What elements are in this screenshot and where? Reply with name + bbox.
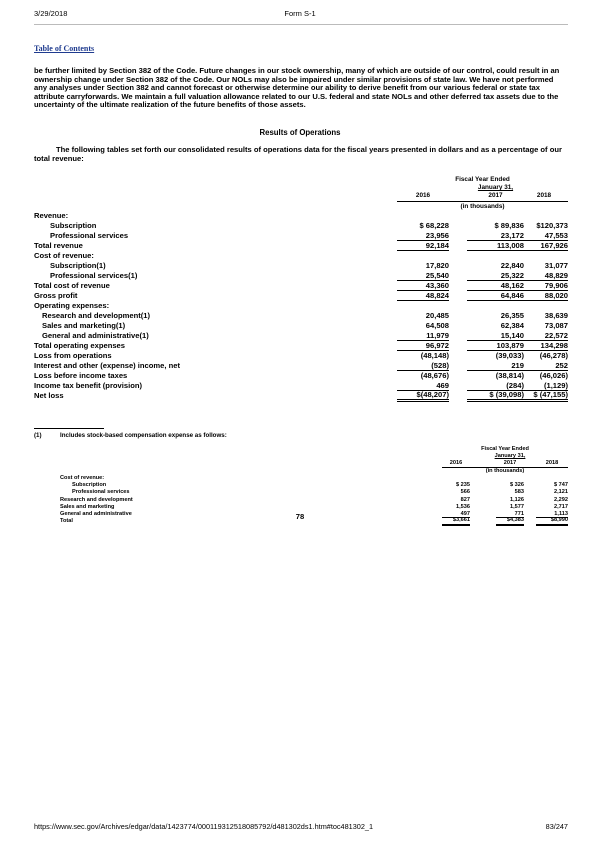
table-row xyxy=(34,221,568,231)
value-cell: (1,129) xyxy=(520,381,568,391)
table-row xyxy=(60,497,568,504)
row-label: Research and development xyxy=(60,496,133,503)
year-header: 2018 xyxy=(536,192,552,199)
value-cell: $3,661 xyxy=(442,518,470,526)
row-label: Revenue: xyxy=(34,211,69,220)
value-cell: 2,717 xyxy=(554,503,568,510)
value-cell: 566 xyxy=(460,489,470,496)
year-header: 2016 xyxy=(449,460,463,467)
value-cell: 73,087 xyxy=(544,321,568,330)
value-cell: 17,820 xyxy=(425,261,449,270)
value-cell: $ 326 xyxy=(510,482,524,489)
row-label: Subscription(1) xyxy=(50,261,106,270)
value-cell: 583 xyxy=(514,489,524,496)
value-cell: (48,676) xyxy=(420,371,449,380)
row-label: Subscription xyxy=(72,482,107,489)
value-cell: $4,383 xyxy=(496,518,524,526)
table-row xyxy=(60,482,568,489)
table-row xyxy=(34,371,568,381)
table-row xyxy=(34,291,568,301)
header-divider xyxy=(34,24,568,25)
value-cell: $120,373 xyxy=(536,221,568,230)
row-label: Income tax benefit (provision) xyxy=(34,381,143,390)
value-cell: 2,121 xyxy=(554,489,568,496)
year-header: 2018 xyxy=(545,460,559,467)
value-cell: $ 747 xyxy=(554,482,568,489)
row-label: Total revenue xyxy=(34,241,83,250)
value-cell: 47,553 xyxy=(520,231,568,241)
value-cell: 20,485 xyxy=(425,311,449,320)
footnote-divider xyxy=(34,428,104,429)
row-label: Total operating expenses xyxy=(34,341,126,350)
row-label: Research and development(1) xyxy=(42,311,151,320)
row-label: Professional services(1) xyxy=(50,271,138,280)
value-cell: (39,033) xyxy=(495,351,524,360)
table-row xyxy=(34,361,568,371)
value-cell: 43,360 xyxy=(397,281,449,291)
row-label: Cost of revenue: xyxy=(60,475,105,482)
value-cell: 64,846 xyxy=(467,291,524,301)
table-header-subtitle: January 31, xyxy=(477,184,514,191)
value-cell: 31,077 xyxy=(544,261,568,270)
print-page-count: 83/247 xyxy=(545,822,568,831)
row-label: Cost of revenue: xyxy=(34,251,94,260)
table-row xyxy=(60,489,568,496)
value-cell: 92,184 xyxy=(397,241,449,251)
table-row xyxy=(34,391,568,401)
print-date: 3/29/2018 xyxy=(34,9,68,18)
value-cell: 167,926 xyxy=(520,241,568,251)
row-label: General and administrative xyxy=(60,511,132,517)
results-of-operations-table xyxy=(34,176,568,401)
table-row xyxy=(34,281,568,291)
value-cell: $ (39,098) xyxy=(467,391,524,402)
value-cell: 38,639 xyxy=(544,311,568,320)
document-title: Form S-1 xyxy=(284,9,316,18)
value-cell: 103,879 xyxy=(467,341,524,351)
value-cell: 25,540 xyxy=(397,271,449,281)
value-cell: 15,140 xyxy=(467,331,524,341)
table-row xyxy=(34,321,568,331)
value-cell: 62,384 xyxy=(500,321,524,330)
value-cell: 22,572 xyxy=(520,331,568,341)
section-intro: The following tables set forth our consolidated results of operations data for the fiscal years presented in dollars and as a percentage of our total revenue: xyxy=(34,145,562,163)
value-cell: $(48,207) xyxy=(397,391,449,402)
year-header: 2017 xyxy=(503,460,517,467)
row-label: Sales and marketing(1) xyxy=(42,321,126,330)
value-cell: 11,979 xyxy=(397,331,449,341)
row-label: Professional services xyxy=(72,489,130,496)
row-label: Gross profit xyxy=(34,291,78,300)
value-cell: 96,972 xyxy=(397,341,449,351)
value-cell: 79,906 xyxy=(520,281,568,291)
value-cell: 469 xyxy=(397,381,449,391)
footnote-marker: (1) xyxy=(34,432,42,439)
table-row xyxy=(34,261,568,271)
table-header-subtitle: January 31, xyxy=(494,453,526,460)
row-label: Interest and other (expense) income, net xyxy=(34,361,181,370)
row-label: Net loss xyxy=(34,391,64,400)
value-cell: $ 89,836 xyxy=(494,221,524,230)
value-cell: (528) xyxy=(397,361,449,371)
value-cell: 2,292 xyxy=(554,496,568,503)
section-title: Results of Operations xyxy=(259,128,341,137)
table-row xyxy=(34,251,568,261)
value-cell: (48,148) xyxy=(420,351,449,360)
value-cell: $ 68,228 xyxy=(419,221,449,230)
value-cell: $8,990 xyxy=(536,518,568,526)
value-cell: 1,113 xyxy=(536,511,568,518)
value-cell: 64,508 xyxy=(425,321,449,330)
table-row xyxy=(34,331,568,341)
row-label: Loss from operations xyxy=(34,351,112,360)
value-cell: 1,577 xyxy=(510,503,524,510)
value-cell: 23,172 xyxy=(467,231,524,241)
table-row xyxy=(34,311,568,321)
value-cell: 827 xyxy=(460,496,470,503)
value-cell: 26,355 xyxy=(500,311,524,320)
value-cell: 113,008 xyxy=(467,241,524,251)
table-row xyxy=(34,231,568,241)
row-label: Professional services xyxy=(50,231,129,240)
table-row xyxy=(34,301,568,311)
value-cell: $ (47,155) xyxy=(520,391,568,402)
table-row xyxy=(34,341,568,351)
table-row xyxy=(34,271,568,281)
value-cell: 771 xyxy=(496,511,524,518)
row-label: Subscription xyxy=(50,221,97,230)
value-cell: 219 xyxy=(467,361,524,371)
value-cell: 252 xyxy=(520,361,568,371)
value-cell: 1,536 xyxy=(456,503,470,510)
value-cell: 23,956 xyxy=(397,231,449,241)
row-label: Total xyxy=(60,518,73,525)
table-of-contents-link[interactable]: Table of Contents xyxy=(34,44,95,53)
table-row xyxy=(34,351,568,361)
value-cell: (46,026) xyxy=(539,371,568,380)
row-label: Total cost of revenue xyxy=(34,281,110,290)
value-cell: (46,278) xyxy=(539,351,568,360)
row-label: Loss before income taxes xyxy=(34,371,128,380)
table-units: (in thousands) xyxy=(460,203,505,210)
table-header-title: Fiscal Year Ended xyxy=(455,176,510,183)
value-cell: (38,814) xyxy=(495,371,524,380)
row-label: Operating expenses: xyxy=(34,301,110,310)
year-header: 2016 xyxy=(415,192,431,199)
table-row xyxy=(34,241,568,251)
row-label: General and administrative(1) xyxy=(42,331,149,340)
table-units: (in thousands) xyxy=(485,467,525,474)
page-number: 78 xyxy=(295,512,305,521)
table-row xyxy=(34,211,568,221)
table-row xyxy=(60,504,568,511)
value-cell: $ 235 xyxy=(456,482,470,489)
value-cell: 1,126 xyxy=(510,496,524,503)
value-cell: 497 xyxy=(442,511,470,518)
row-label: Sales and marketing xyxy=(60,503,115,510)
year-header: 2017 xyxy=(488,192,503,199)
value-cell: 25,322 xyxy=(467,271,524,281)
table-row xyxy=(60,475,568,482)
intro-paragraph: be further limited by Section 382 of the Code. Future changes in our stock ownership, many of which are outside of our control, could result in an ownership change under Section 382 of the Code. Our NOLs may also be impaired under similar provisions of state law. We have not performed any analyses under Section 382 and cannot forecast or otherwise determine our ability to derive benefit from our various federal or state tax attribute carryforwards. We maintain a full valuation allowance related to our U.S. federal and state NOLs and other deferred tax assets due to the uncertainty of the ultimate realization of the future benefits of those assets. xyxy=(34,66,560,110)
value-cell: 22,840 xyxy=(500,261,524,270)
value-cell: 48,824 xyxy=(397,291,449,301)
value-cell: (284) xyxy=(467,381,524,391)
value-cell: 48,162 xyxy=(467,281,524,291)
value-cell: 48,829 xyxy=(520,271,568,281)
source-url[interactable]: https://www.sec.gov/Archives/edgar/data/1423774/000119312518085792/d481302ds1.htm#toc481302_1 xyxy=(34,822,374,831)
table-header-title: Fiscal Year Ended xyxy=(481,446,529,452)
value-cell: 88,020 xyxy=(520,291,568,301)
table-row xyxy=(34,381,568,391)
footnote-text: Includes stock-based compensation expense as follows: xyxy=(60,432,227,439)
value-cell: 134,298 xyxy=(520,341,568,351)
